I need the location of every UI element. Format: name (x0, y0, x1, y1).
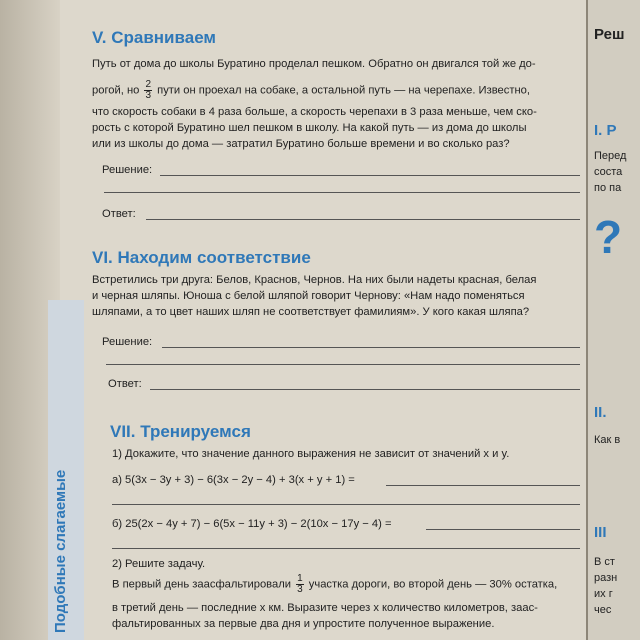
solution-answer-line[interactable] (162, 347, 580, 348)
section5-line1: Путь от дома до школы Буратино проделал пешком. Обратно он двигался той же до- (92, 58, 536, 70)
answer-line[interactable] (112, 548, 580, 549)
section5-line5: или из школы до дома — затратил Буратино больше времени и во сколько раз? (92, 138, 510, 150)
right-page-text: Перед (594, 150, 627, 162)
question-mark-icon: ? (594, 211, 623, 263)
task1b-expression: б) 25(2x − 4y + 7) − 6(5x − 11y + 3) − 2(10x − 17y − 4) = (112, 518, 392, 530)
section5-answer-label: Ответ: (102, 208, 136, 220)
solution-answer-line[interactable] (160, 175, 580, 176)
task1a-expression: а) 5(3x − 3y + 3) − 6(3x − 2y − 4) + 3(x + y + 1) = (112, 474, 355, 486)
section5-heading: V. Сравниваем (92, 28, 216, 47)
right-page (586, 0, 640, 640)
section5-line4: рость с которой Буратино шел пешком в школу. На какой путь — из дома до школы (92, 122, 527, 134)
answer-line[interactable] (112, 504, 580, 505)
right-page-text: их г (594, 588, 613, 600)
section6-line3: шляпами, а то цвет наших шляп не соответствует фамилиям». У кого какая шляпа? (92, 306, 530, 318)
fraction-numerator: 1 (297, 573, 303, 584)
answer-line[interactable] (146, 219, 580, 220)
right-page-text: Как в (594, 434, 621, 446)
task2-line3: фальтированных за первые два дня и упростите полученное выражение. (112, 618, 495, 630)
section5-line2 (92, 80, 530, 101)
section5-line3: что скорость собаки в 4 раза больше, а скорость черепахи в 3 раза меньше, чем ско- (92, 106, 537, 118)
solution-answer-line[interactable] (106, 364, 580, 365)
answer-line[interactable] (150, 389, 580, 390)
side-tab-label: Подобные слагаемые (52, 469, 69, 633)
right-page-section1: I. Р (594, 122, 617, 139)
right-page-top: Реш (594, 26, 625, 43)
right-page-section2: II. (594, 404, 607, 421)
section5-solution-label: Решение: (102, 164, 153, 176)
section7-heading: VII. Тренируемся (110, 422, 251, 441)
task2-line1-start: В первый день заасфальтировали (112, 578, 291, 591)
section6-line2: и черная шляпы. Юноша с белой шляпой говорит Чернову: «Нам надо поменяться (92, 290, 525, 302)
right-page-text: разн (594, 572, 618, 584)
task1-text: 1) Докажите, что значение данного выражения не зависит от значений x и y. (112, 448, 510, 460)
task2-line1-end: участка дороги, во второй день — 30% остатка, (308, 578, 558, 591)
section5-line2-start: рогой, но (92, 84, 140, 97)
fraction-one-third (296, 574, 304, 595)
fraction-two-thirds (144, 80, 152, 101)
section6-heading: VI. Находим соответствие (92, 248, 311, 267)
right-page-text: соста (594, 166, 623, 178)
task2-text: 2) Решите задачу. (112, 558, 206, 570)
section5-line2-end: пути он проехал на собаке, а остальной путь — на черепахе. Известно, (157, 84, 530, 97)
fraction-denominator: 3 (145, 90, 152, 101)
answer-line[interactable] (386, 485, 580, 486)
solution-answer-line[interactable] (104, 192, 580, 193)
section6-line1: Встретились три друга: Белов, Краснов, Чернов. На них были надеты красная, белая (92, 274, 537, 286)
right-page-section3: III (594, 524, 607, 541)
fraction-denominator: 3 (297, 584, 303, 595)
right-page-text: В ст (594, 556, 615, 568)
answer-line[interactable] (426, 529, 580, 530)
section6-answer-label: Ответ: (108, 378, 142, 390)
task2-line2: в третий день — последние x км. Выразите через x количество километров, заас- (112, 602, 538, 614)
section6-solution-label: Решение: (102, 336, 153, 348)
task2-line1 (112, 574, 557, 595)
fraction-numerator: 2 (145, 79, 152, 90)
right-page-text: чес (594, 604, 612, 616)
right-page-text: по па (594, 182, 622, 194)
